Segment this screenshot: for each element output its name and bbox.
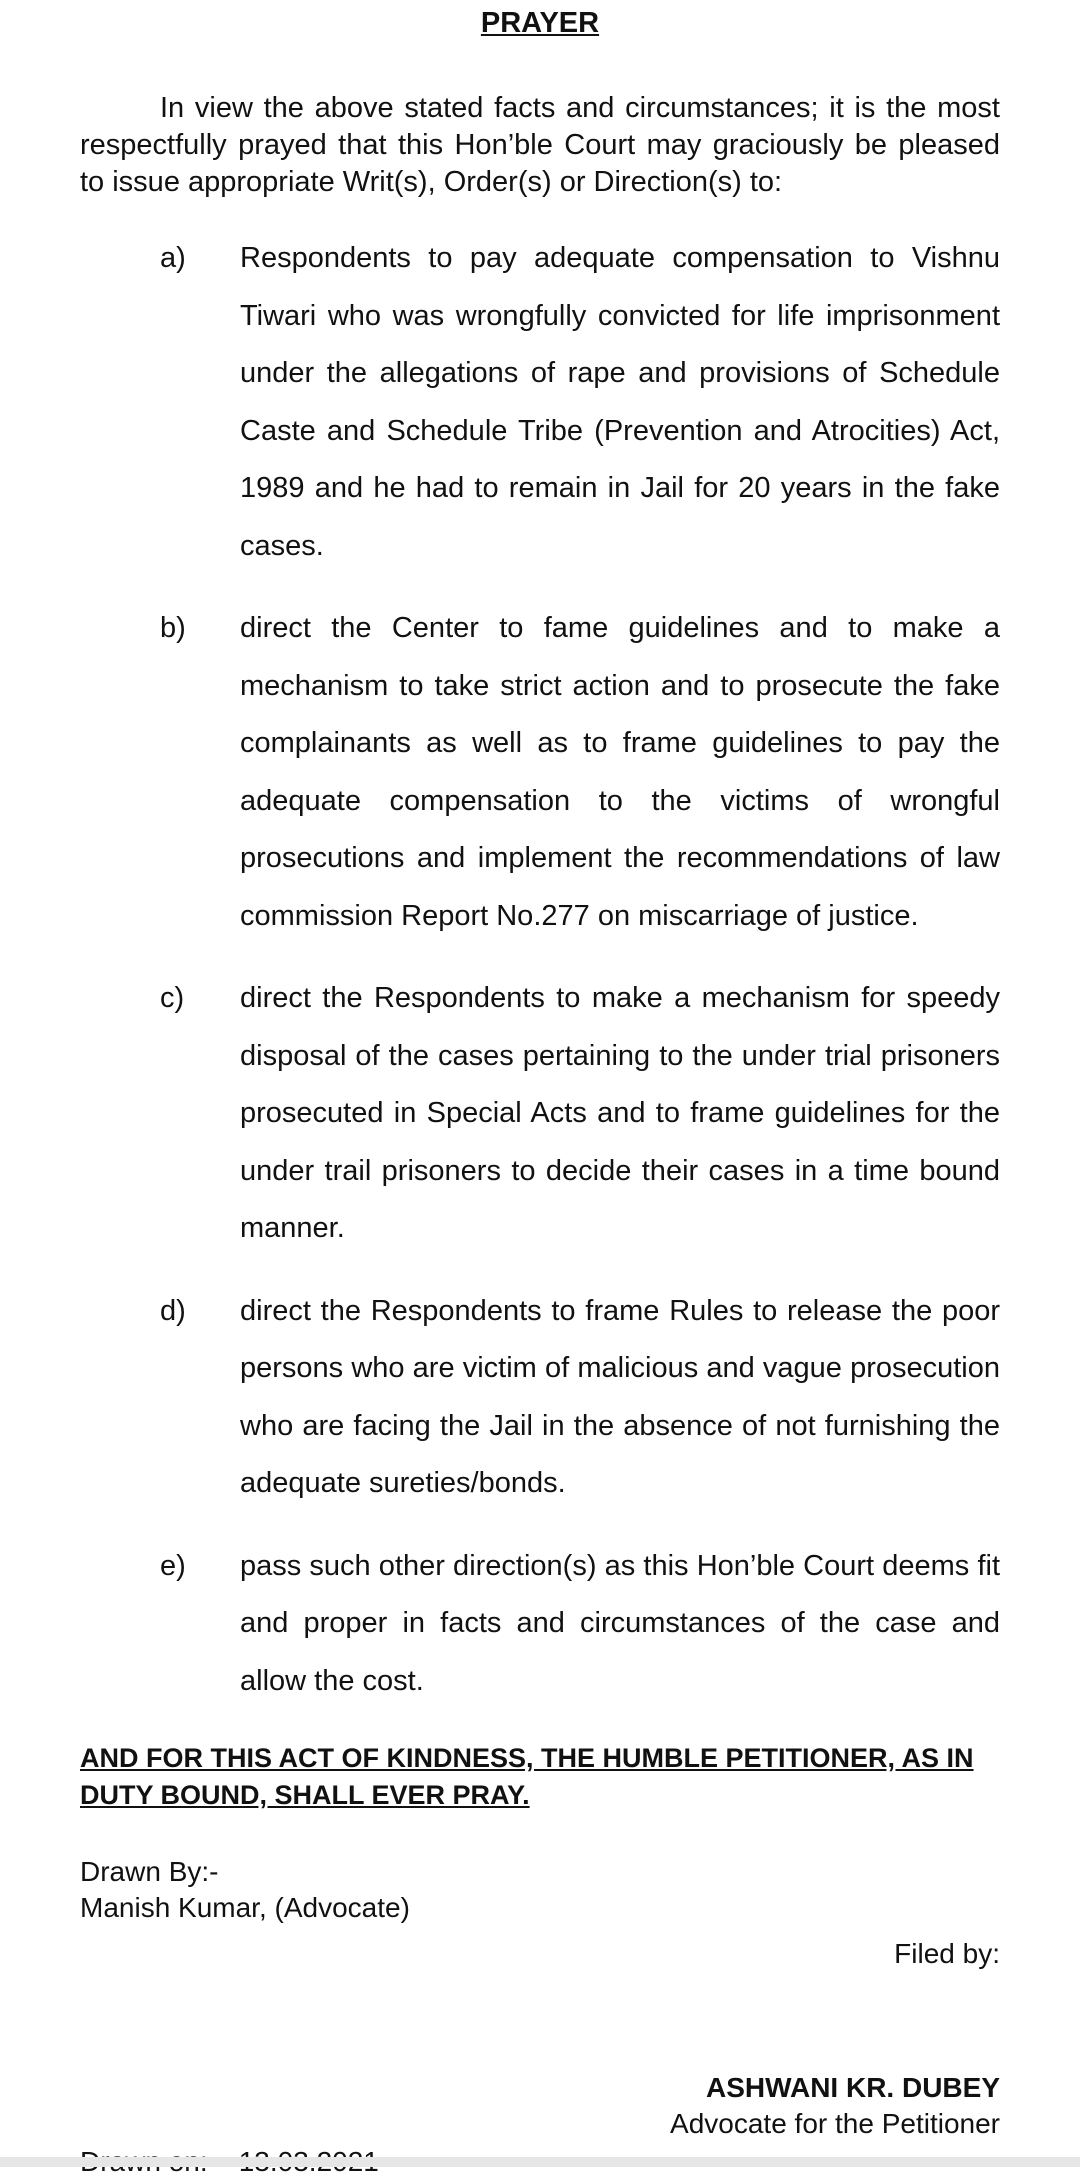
- filed-by-label: Filed by:: [894, 1938, 1000, 1969]
- viewer-bottom-edge: [0, 2157, 1080, 2167]
- signatory-name: ASHWANI KR. DUBEY: [705, 2072, 1000, 2103]
- signatory-block: [80, 2070, 1000, 2142]
- document-page: [80, 0, 1000, 2139]
- prayer-marker: a): [160, 242, 186, 274]
- prayer-text: direct the Respondents to frame Rules to release the poor persons who are victim of malicious and vague prosecution who are facing the Jail in the absence of not furnishing the adequate sureties/bonds.: [240, 1294, 1000, 1499]
- prayer-marker: b): [160, 612, 186, 644]
- prayer-item-c: [80, 970, 1000, 1258]
- prayer-item-e: [80, 1538, 1000, 1711]
- prayer-text: direct the Center to fame guidelines and to make a mechanism to take strict action and to prosecute the fake complainants as well as to frame guidelines to pay the adequate compensation to the victims of wrongful prosecutions and implement the recommendations of law commission Report No.277 on miscarriage of justice.: [240, 612, 1000, 932]
- intro-paragraph: In view the above stated facts and circumstances; it is the most respectfully prayed that this Hon’ble Court may graciously be pleased to issue appropriate Writ(s), Order(s) or Direction(s) to:: [80, 92, 1000, 198]
- drawn-by-label: Drawn By:-: [80, 1856, 219, 1887]
- prayer-text: direct the Respondents to make a mechanism for speedy disposal of the cases pertaining to the under trial prisoners prosecuted in Special Acts and to frame guidelines for the under trail prisoners to decide their cases in a time bound manner.: [240, 982, 1000, 1244]
- prayer-text: pass such other direction(s) as this Hon’ble Court deems fit and proper in facts and circumstances of the case and allow the cost.: [240, 1549, 1000, 1697]
- closing-statement: AND FOR THIS ACT OF KINDNESS, THE HUMBLE PETITIONER, AS IN DUTY BOUND, SHALL EVER PRAY.: [80, 1743, 974, 1810]
- signatory-role: Advocate for the Petitioner: [670, 2108, 1000, 2139]
- prayer-marker: d): [160, 1294, 186, 1327]
- prayer-marker: e): [160, 1549, 186, 1582]
- prayer-item-d: [80, 1283, 1000, 1513]
- prayer-list: [80, 230, 1000, 1710]
- prayer-marker: c): [160, 982, 185, 1014]
- drawn-by-block: [80, 1854, 1000, 1926]
- drawn-by-name: Manish Kumar, (Advocate): [80, 1892, 410, 1923]
- document-title: PRAYER: [480, 7, 600, 39]
- prayer-text: Respondents to pay adequate compensation to Vishnu Tiwari who was wrongfully convicted for life imprisonment under the allegations of rape and provisions of Schedule Caste and Schedule Tribe (Prevention and Atrocities) Act, 1989 and he had to remain in Jail for 20 years in the fake cases.: [240, 242, 1000, 562]
- prayer-item-a: [80, 230, 1000, 575]
- prayer-item-b: [80, 600, 1000, 945]
